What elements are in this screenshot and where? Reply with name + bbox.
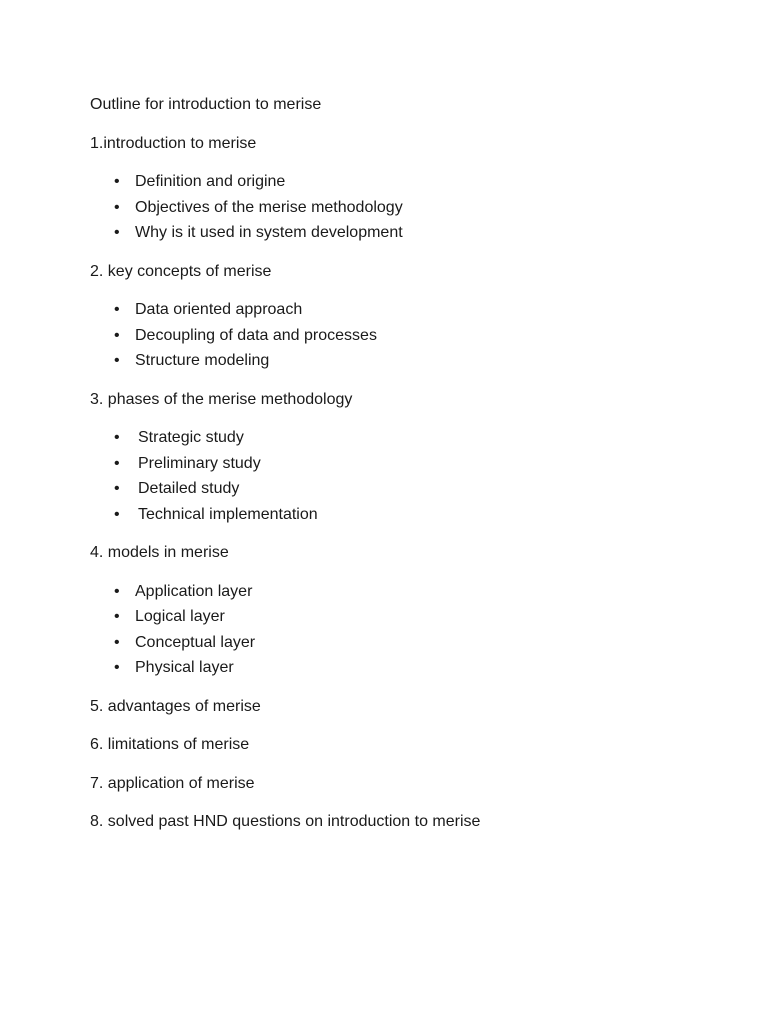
list-item: • Physical layer bbox=[113, 655, 730, 681]
section-1-bullet-list bbox=[90, 169, 730, 246]
list-item: • Conceptual layer bbox=[113, 630, 730, 656]
list-item: • Preliminary study bbox=[113, 451, 730, 477]
section-2-bullet-list bbox=[90, 297, 730, 374]
list-item: • Decoupling of data and processes bbox=[113, 323, 730, 349]
document-title: Outline for introduction to merise bbox=[90, 96, 322, 113]
section-4-bullet-list bbox=[90, 579, 730, 681]
section-heading-7: 7. application of merise bbox=[90, 774, 255, 792]
section-heading-8: 8. solved past HND questions on introduction to merise bbox=[90, 813, 481, 830]
section-heading-1: 1.introduction to merise bbox=[90, 134, 257, 152]
section-heading-3: 3. phases of the merise methodology bbox=[90, 390, 353, 408]
list-item: • Data oriented approach bbox=[113, 297, 730, 323]
list-item: • Technical implementation bbox=[113, 502, 730, 528]
document-page bbox=[90, 92, 730, 848]
list-item: • Detailed study bbox=[113, 476, 730, 502]
section-heading-2: 2. key concepts of merise bbox=[90, 262, 272, 280]
list-item: • Definition and origine bbox=[113, 169, 730, 195]
list-item: • Structure modeling bbox=[113, 348, 730, 374]
list-item: • Strategic study bbox=[113, 425, 730, 451]
list-item: • Application layer bbox=[113, 579, 730, 605]
section-heading-4: 4. models in merise bbox=[90, 544, 229, 561]
section-heading-6: 6. limitations of merise bbox=[90, 736, 250, 753]
section-heading-5: 5. advantages of merise bbox=[90, 697, 261, 715]
list-item: • Objectives of the merise methodology bbox=[113, 195, 730, 221]
section-3-bullet-list bbox=[90, 425, 730, 527]
list-item: • Why is it used in system development bbox=[113, 220, 730, 246]
list-item: • Logical layer bbox=[113, 604, 730, 630]
